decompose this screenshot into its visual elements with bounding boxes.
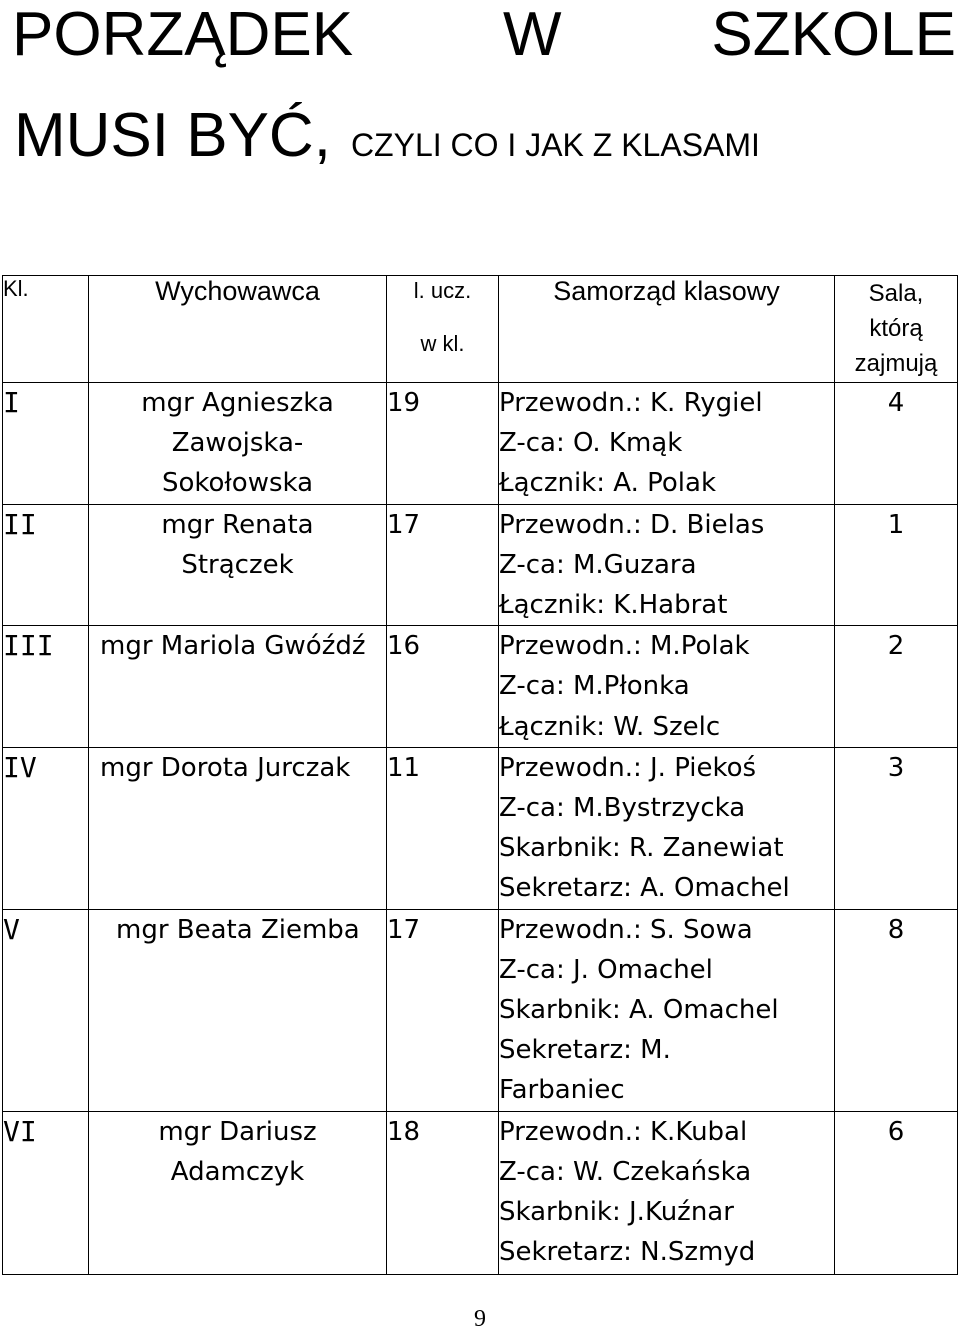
wychowawca-line: mgr Renata xyxy=(161,509,314,540)
cell-uczniow: 18 xyxy=(387,1111,499,1274)
table-row xyxy=(3,1111,958,1274)
title-word-1: PORZĄDEK xyxy=(12,0,354,69)
header-samorzad: Samorząd klasowy xyxy=(499,276,835,383)
samorzad-line: Łącznik: A. Polak xyxy=(499,468,717,499)
samorzad-line: Przewodn.: K.Kubal xyxy=(499,1116,748,1147)
cell-samorzad xyxy=(499,504,835,626)
header-uczniow-line2: w kl. xyxy=(420,331,465,356)
cell-samorzad xyxy=(499,626,835,748)
wychowawca-line: mgr Beata Ziemba xyxy=(116,914,360,945)
samorzad-line: Sekretarz: M. xyxy=(499,1035,671,1066)
wychowawca-line: mgr Mariola Gwóźdź xyxy=(100,631,366,662)
cell-wychowawca xyxy=(89,504,387,626)
wychowawca-line: mgr Agnieszka xyxy=(141,388,334,418)
cell-sala: 3 xyxy=(835,747,958,909)
cell-kl: VI xyxy=(3,1111,89,1274)
title-big-text: MUSI BYĆ, xyxy=(14,101,331,170)
header-sala xyxy=(835,276,958,383)
wychowawca-line: mgr Dorota Jurczak xyxy=(100,752,351,783)
table-row xyxy=(3,909,958,1111)
title-word-3: SZKOLE xyxy=(711,0,956,69)
samorzad-line: Skarbnik: A. Omachel xyxy=(499,995,779,1026)
table-header-row xyxy=(3,276,958,383)
header-wychowawca: Wychowawca xyxy=(89,276,387,383)
header-sala-line1: Sala, xyxy=(868,280,924,307)
cell-wychowawca xyxy=(89,909,387,1111)
page-number: 9 xyxy=(474,1306,486,1332)
header-sala-line2: którą xyxy=(869,315,923,342)
cell-samorzad xyxy=(499,909,835,1111)
samorzad-line: Sekretarz: A. Omachel xyxy=(499,873,790,904)
cell-kl: IV xyxy=(3,747,89,909)
header-uczniow-line1: l. ucz. xyxy=(413,278,472,303)
wychowawca-line: mgr Dariusz xyxy=(158,1116,317,1147)
samorzad-line: Przewodn.: S. Sowa xyxy=(499,914,753,945)
cell-sala: 6 xyxy=(835,1111,958,1274)
cell-kl: V xyxy=(3,909,89,1111)
cell-kl: I xyxy=(3,383,89,505)
cell-uczniow: 19 xyxy=(387,383,499,505)
samorzad-line: Z-ca: W. Czekańska xyxy=(499,1156,752,1187)
cell-sala: 1 xyxy=(835,504,958,626)
table-row xyxy=(3,626,958,748)
samorzad-line: Z-ca: O. Kmąk xyxy=(499,428,683,459)
cell-wychowawca xyxy=(89,626,387,748)
samorzad-line: Przewodn.: K. Rygiel xyxy=(499,388,763,418)
cell-uczniow: 17 xyxy=(387,909,499,1111)
samorzad-line: Przewodn.: J. Piekoś xyxy=(499,752,757,783)
page-title-line1 xyxy=(12,0,956,70)
cell-wychowawca xyxy=(89,383,387,505)
header-uczniow xyxy=(387,276,499,383)
cell-uczniow: 17 xyxy=(387,504,499,626)
table-row xyxy=(3,504,958,626)
samorzad-line: Przewodn.: D. Bielas xyxy=(499,509,765,540)
samorzad-line: Przewodn.: M.Polak xyxy=(499,631,750,662)
cell-sala: 2 xyxy=(835,626,958,748)
wychowawca-line: Zawojska- xyxy=(171,428,304,459)
cell-sala: 8 xyxy=(835,909,958,1111)
cell-wychowawca xyxy=(89,1111,387,1274)
header-kl: Kl. xyxy=(3,276,89,383)
table-row xyxy=(3,747,958,909)
cell-samorzad xyxy=(499,747,835,909)
cell-samorzad xyxy=(499,383,835,505)
cell-kl: II xyxy=(3,504,89,626)
cell-kl: III xyxy=(3,626,89,748)
samorzad-line: Skarbnik: J.Kuźnar xyxy=(499,1197,734,1228)
cell-samorzad xyxy=(499,1111,835,1274)
classes-table xyxy=(2,275,958,1275)
samorzad-line: Skarbnik: R. Zanewiat xyxy=(499,833,784,864)
title-word-2: W xyxy=(502,0,562,69)
samorzad-line: Łącznik: W. Szelc xyxy=(499,711,721,742)
cell-uczniow: 11 xyxy=(387,747,499,909)
table-row xyxy=(3,383,958,505)
wychowawca-line: Sokołowska xyxy=(161,468,314,499)
header-sala-line3: zajmują xyxy=(854,350,938,377)
samorzad-line: Z-ca: J. Omachel xyxy=(499,954,713,985)
samorzad-line: Z-ca: M.Guzara xyxy=(499,549,697,580)
samorzad-line: Łącznik: K.Habrat xyxy=(499,590,728,621)
cell-wychowawca xyxy=(89,747,387,909)
samorzad-line: Z-ca: M.Płonka xyxy=(499,671,690,702)
page-title-line2 xyxy=(14,98,760,174)
samorzad-line: Farbaniec xyxy=(499,1075,625,1106)
cell-uczniow: 16 xyxy=(387,626,499,748)
cell-sala: 4 xyxy=(835,383,958,505)
samorzad-line: Sekretarz: N.Szmyd xyxy=(499,1237,756,1268)
wychowawca-line: Adamczyk xyxy=(170,1156,305,1187)
wychowawca-line: Strączek xyxy=(181,549,294,580)
samorzad-line: Z-ca: M.Bystrzycka xyxy=(499,793,746,824)
title-subtitle: CZYLI CO I JAK Z KLASAMI xyxy=(350,127,760,163)
